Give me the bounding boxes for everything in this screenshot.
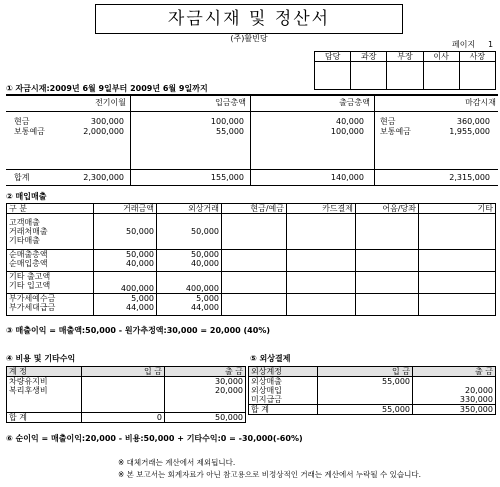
amount-cell: 20,000 bbox=[165, 386, 246, 412]
amount-line: 40,000 bbox=[191, 259, 219, 268]
total-cell: 155,000 bbox=[210, 173, 244, 182]
approval-sign-cell bbox=[459, 62, 495, 90]
row-label bbox=[7, 294, 94, 316]
amount-cell: 40,000 bbox=[336, 117, 364, 126]
amount-cell bbox=[82, 377, 165, 387]
amount-cell bbox=[82, 386, 165, 412]
footer-note: ※ 본 보고서는 회계자료가 아닌 참고용으로 비정상적인 거래는 계산에서 누락될 수 있습니다. bbox=[118, 470, 421, 479]
total-label: 합 계 bbox=[249, 405, 318, 415]
total-cell: 55,000 bbox=[318, 405, 413, 415]
expense-table bbox=[6, 366, 246, 423]
col-header: 외상거래 bbox=[157, 204, 222, 214]
amount-cell bbox=[94, 250, 157, 272]
row-label-line: 순매입총액 bbox=[9, 259, 48, 268]
page-number: 1 bbox=[488, 40, 494, 49]
approval-sign-cell bbox=[423, 62, 459, 90]
amount-line: 44,000 bbox=[191, 303, 219, 312]
col-header: 출금총액 bbox=[339, 98, 370, 107]
col-header: 구 분 bbox=[7, 204, 94, 214]
section5-title: ⑤ 외상결제 bbox=[250, 354, 291, 363]
amount-cell: 400,000 bbox=[94, 272, 157, 294]
total-cell: 2,315,000 bbox=[449, 173, 490, 182]
col-header: 카드결제 bbox=[287, 204, 356, 214]
col-header: 어음/당좌 bbox=[356, 204, 419, 214]
col-header: 입 금 bbox=[318, 367, 413, 377]
approval-label: 사장 bbox=[459, 52, 495, 62]
amount-cell bbox=[94, 294, 157, 316]
total-cell: 0 bbox=[82, 412, 165, 422]
footer-note: ※ 대체거래는 계산에서 제외됩니다. bbox=[118, 458, 236, 467]
amount-cell: 300,000 bbox=[90, 117, 124, 126]
amount-cell: 100,000 bbox=[210, 117, 244, 126]
total-label: 합 계 bbox=[7, 412, 82, 422]
account-name: 외상매출 bbox=[249, 377, 318, 387]
row-label: 현금 bbox=[380, 117, 396, 126]
row-label: 보통예금 bbox=[14, 127, 45, 136]
amount-cell: 330,000 bbox=[413, 395, 496, 405]
row-label-line: 기타 입고액 bbox=[9, 281, 51, 290]
col-header: 현금/예금 bbox=[222, 204, 287, 214]
total-cell: 2,300,000 bbox=[83, 173, 124, 182]
amount-line: 5,000 bbox=[196, 294, 219, 303]
section1-title: ① 자금시재:2009년 6월 9일부터 2009년 6월 9일까지 bbox=[6, 84, 208, 93]
amount-cell: 100,000 bbox=[330, 127, 364, 136]
amount-cell bbox=[318, 395, 413, 405]
section4-title: ④ 비용 및 기타수익 bbox=[6, 354, 76, 363]
total-cell: 50,000 bbox=[165, 412, 246, 422]
col-header: 입금총액 bbox=[215, 98, 246, 107]
col-header: 출 금 bbox=[165, 367, 246, 377]
amount-cell: 55,000 bbox=[216, 127, 244, 136]
col-header: 입 금 bbox=[82, 367, 165, 377]
approval-table bbox=[314, 51, 496, 90]
amount-cell: 55,000 bbox=[318, 377, 413, 387]
amount-cell: 30,000 bbox=[165, 377, 246, 387]
approval-sign-cell bbox=[315, 62, 351, 90]
approval-sign-cell bbox=[351, 62, 387, 90]
amount-line: 5,000 bbox=[131, 294, 154, 303]
row-label-line: 기타매출 bbox=[9, 236, 40, 245]
amount-cell bbox=[318, 386, 413, 395]
approval-sign-cell bbox=[387, 62, 423, 90]
row-label-line: 부가세대급금 bbox=[9, 303, 56, 312]
amount-line: 50,000 bbox=[126, 250, 154, 259]
report-title: 자금시재 및 정산서 bbox=[167, 9, 331, 29]
row-label-line: 고객매출 bbox=[9, 218, 40, 227]
account-name: 복리후생비 bbox=[7, 386, 82, 412]
approval-label: 부장 bbox=[387, 52, 423, 62]
amount-cell bbox=[413, 377, 496, 387]
section6-net-profit: ⑥ 순이익 = 매출이익:20,000 - 비용:50,000 + 기타수익:0 = -30,000(-60%) bbox=[6, 434, 303, 443]
approval-label: 이사 bbox=[423, 52, 459, 62]
amount-cell: 50,000 bbox=[94, 214, 157, 250]
account-name: 차량유지비 bbox=[7, 377, 82, 387]
credit-settlement-table bbox=[248, 366, 496, 415]
row-label-line: 기타 출고액 bbox=[9, 272, 51, 281]
amount-line: 44,000 bbox=[126, 303, 154, 312]
amount-cell: 1,955,000 bbox=[449, 127, 490, 136]
company-name: (주)활빈당 bbox=[230, 34, 268, 43]
row-label bbox=[7, 214, 94, 250]
row-label-line: 순매출총액 bbox=[9, 250, 48, 259]
amount-cell: 360,000 bbox=[456, 117, 490, 126]
amount-line: 40,000 bbox=[126, 259, 154, 268]
report-title-box bbox=[95, 4, 403, 33]
amount-cell: 2,000,000 bbox=[83, 127, 124, 136]
row-label-line: 부가세예수금 bbox=[9, 294, 56, 303]
row-label-line: 거래처매출 bbox=[9, 227, 48, 236]
approval-label: 담당 bbox=[315, 52, 351, 62]
amount-cell: 400,000 bbox=[157, 272, 222, 294]
amount-line: 50,000 bbox=[191, 250, 219, 259]
col-header: 계 정 bbox=[7, 367, 82, 377]
section3-gross-profit: ③ 매출이익 = 매출액:50,000 - 원가추정액:30,000 = 20,000 (40%) bbox=[6, 326, 270, 335]
total-cell: 350,000 bbox=[413, 405, 496, 415]
col-header: 전기이월 bbox=[95, 98, 126, 107]
col-header: 기타 bbox=[419, 204, 496, 214]
col-header: 마감시재 bbox=[465, 98, 496, 107]
purchase-sales-table bbox=[6, 203, 496, 316]
row-label: 현금 bbox=[14, 117, 30, 126]
account-name: 외상매입 bbox=[249, 386, 318, 395]
col-header: 거래금액 bbox=[94, 204, 157, 214]
amount-cell: 20,000 bbox=[413, 386, 496, 395]
amount-cell bbox=[157, 250, 222, 272]
approval-label: 과장 bbox=[351, 52, 387, 62]
col-header: 외상계정 bbox=[249, 367, 318, 377]
row-label bbox=[7, 272, 94, 294]
account-name: 미지급금 bbox=[249, 395, 318, 405]
row-label: 보통예금 bbox=[380, 127, 411, 136]
amount-cell bbox=[157, 294, 222, 316]
page-label: 페이지 bbox=[452, 40, 476, 49]
col-header: 출 금 bbox=[413, 367, 496, 377]
amount-cell: 50,000 bbox=[157, 214, 222, 250]
section2-title: ② 매입매출 bbox=[6, 192, 47, 201]
total-label: 합계 bbox=[14, 173, 30, 182]
total-cell: 140,000 bbox=[330, 173, 364, 182]
row-label bbox=[7, 250, 94, 272]
